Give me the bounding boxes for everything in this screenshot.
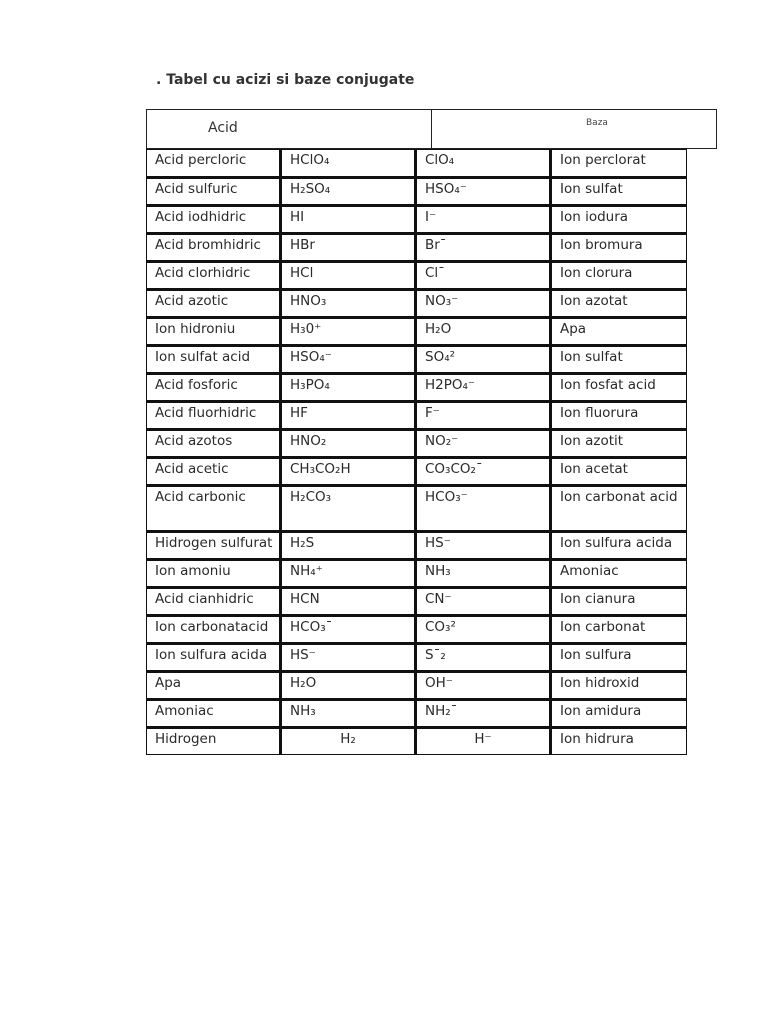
acid-name-cell: Acid acetic xyxy=(146,457,280,485)
table-row xyxy=(146,149,687,177)
base-formula-cell: F⁻ xyxy=(415,401,550,429)
acid-name-cell: Acid clorhidric xyxy=(146,261,280,289)
base-formula-cell: I⁻ xyxy=(415,205,550,233)
acid-name-cell: Acid carbonic xyxy=(146,485,280,531)
acid-name-cell: Hidrogen sulfurat xyxy=(146,531,280,559)
base-formula-cell: ClO₄ xyxy=(415,149,550,177)
acid-formula-cell: NH₃ xyxy=(280,699,415,727)
base-formula-cell: HS⁻ xyxy=(415,531,550,559)
base-name-cell: Ion perclorat xyxy=(550,149,687,177)
acid-header-box xyxy=(146,109,432,149)
acid-formula-cell: HS⁻ xyxy=(280,643,415,671)
acid-name-cell: Acid azotos xyxy=(146,429,280,457)
base-formula-cell: H₂O xyxy=(415,317,550,345)
base-name-cell: Ion amidura xyxy=(550,699,687,727)
acid-name-cell: Acid fosforic xyxy=(146,373,280,401)
acid-name-cell: Ion amoniu xyxy=(146,559,280,587)
base-formula-cell: Cl¯ xyxy=(415,261,550,289)
base-name-cell: Ion fosfat acid xyxy=(550,373,687,401)
table-row xyxy=(146,559,687,587)
table-row xyxy=(146,233,687,261)
base-name-cell: Ion sulfura acida xyxy=(550,531,687,559)
base-formula-cell: CO₃² xyxy=(415,615,550,643)
acid-formula-cell: HBr xyxy=(280,233,415,261)
acid-formula-cell: H₃PO₄ xyxy=(280,373,415,401)
base-name-cell: Ion carbonat acid xyxy=(550,485,687,531)
acid-name-cell: Acid bromhidric xyxy=(146,233,280,261)
acid-formula-cell: HNO₃ xyxy=(280,289,415,317)
acid-formula-cell: H₃0⁺ xyxy=(280,317,415,345)
base-name-cell: Ion hidrura xyxy=(550,727,687,755)
acid-formula-cell: HF xyxy=(280,401,415,429)
base-formula-cell: SO₄² xyxy=(415,345,550,373)
base-name-cell: Ion hidroxid xyxy=(550,671,687,699)
table-row xyxy=(146,373,687,401)
table-row xyxy=(146,587,687,615)
acid-header-label: Acid xyxy=(208,120,238,136)
acid-name-cell: Acid percloric xyxy=(146,149,280,177)
acid-formula-cell: H₂CO₃ xyxy=(280,485,415,531)
base-formula-cell: Br¯ xyxy=(415,233,550,261)
base-name-cell: Ion sulfat xyxy=(550,177,687,205)
table-row xyxy=(146,429,687,457)
acid-name-cell: Ion sulfura acida xyxy=(146,643,280,671)
base-formula-cell: NH₃ xyxy=(415,559,550,587)
base-formula-cell: H2PO₄⁻ xyxy=(415,373,550,401)
base-name-cell: Ion cianura xyxy=(550,587,687,615)
table-row xyxy=(146,261,687,289)
base-name-cell: Ion fluorura xyxy=(550,401,687,429)
base-formula-cell: H⁻ xyxy=(415,727,550,755)
base-name-cell: Ion acetat xyxy=(550,457,687,485)
base-formula-cell: NH₂¯ xyxy=(415,699,550,727)
base-formula-cell: HSO₄⁻ xyxy=(415,177,550,205)
acid-formula-cell: NH₄⁺ xyxy=(280,559,415,587)
table-row xyxy=(146,289,687,317)
table-row xyxy=(146,615,687,643)
acid-name-cell: Acid fluorhidric xyxy=(146,401,280,429)
acid-name-cell: Ion sulfat acid xyxy=(146,345,280,373)
base-name-cell: Ion sulfat xyxy=(550,345,687,373)
acid-name-cell: Acid cianhidric xyxy=(146,587,280,615)
base-formula-cell: S¯₂ xyxy=(415,643,550,671)
table-row xyxy=(146,671,687,699)
acid-formula-cell: HNO₂ xyxy=(280,429,415,457)
page-title: . Tabel cu acizi si baze conjugate xyxy=(156,72,415,88)
base-formula-cell: CN⁻ xyxy=(415,587,550,615)
base-name-cell: Ion carbonat xyxy=(550,615,687,643)
base-formula-cell: CO₃CO₂¯ xyxy=(415,457,550,485)
acid-formula-cell: HCl xyxy=(280,261,415,289)
base-name-cell: Ion azotit xyxy=(550,429,687,457)
acid-formula-cell: H₂ xyxy=(280,727,415,755)
acid-base-table xyxy=(146,149,687,755)
table-row xyxy=(146,531,687,559)
acid-formula-cell: H₂S xyxy=(280,531,415,559)
base-formula-cell: HCO₃⁻ xyxy=(415,485,550,531)
table-row xyxy=(146,401,687,429)
base-formula-cell: OH⁻ xyxy=(415,671,550,699)
acid-name-cell: Hidrogen xyxy=(146,727,280,755)
acid-formula-cell: HCN xyxy=(280,587,415,615)
table-row xyxy=(146,699,687,727)
acid-name-cell: Acid sulfuric xyxy=(146,177,280,205)
base-name-cell: Apa xyxy=(550,317,687,345)
base-name-cell: Ion iodura xyxy=(550,205,687,233)
table-row xyxy=(146,457,687,485)
acid-name-cell: Ion hidroniu xyxy=(146,317,280,345)
table-row xyxy=(146,177,687,205)
base-formula-cell: NO₂⁻ xyxy=(415,429,550,457)
acid-formula-cell: CH₃CO₂H xyxy=(280,457,415,485)
acid-name-cell: Acid azotic xyxy=(146,289,280,317)
base-name-cell: Ion sulfura xyxy=(550,643,687,671)
acid-formula-cell: HI xyxy=(280,205,415,233)
acid-formula-cell: H₂O xyxy=(280,671,415,699)
table-row xyxy=(146,643,687,671)
acid-name-cell: Apa xyxy=(146,671,280,699)
table-row xyxy=(146,317,687,345)
acid-name-cell: Amoniac xyxy=(146,699,280,727)
acid-name-cell: Acid iodhidric xyxy=(146,205,280,233)
acid-formula-cell: HSO₄⁻ xyxy=(280,345,415,373)
base-formula-cell: NO₃⁻ xyxy=(415,289,550,317)
table-row xyxy=(146,727,687,755)
acid-formula-cell: H₂SO₄ xyxy=(280,177,415,205)
acid-formula-cell: HClO₄ xyxy=(280,149,415,177)
base-name-cell: Ion azotat xyxy=(550,289,687,317)
acid-name-cell: Ion carbonatacid xyxy=(146,615,280,643)
base-name-cell: Ion clorura xyxy=(550,261,687,289)
table-row xyxy=(146,485,687,531)
base-name-cell: Ion bromura xyxy=(550,233,687,261)
base-header-label: Baza xyxy=(586,118,608,128)
base-name-cell: Amoniac xyxy=(550,559,687,587)
base-header-box xyxy=(431,109,717,149)
table-row xyxy=(146,205,687,233)
acid-formula-cell: HCO₃¯ xyxy=(280,615,415,643)
table-row xyxy=(146,345,687,373)
